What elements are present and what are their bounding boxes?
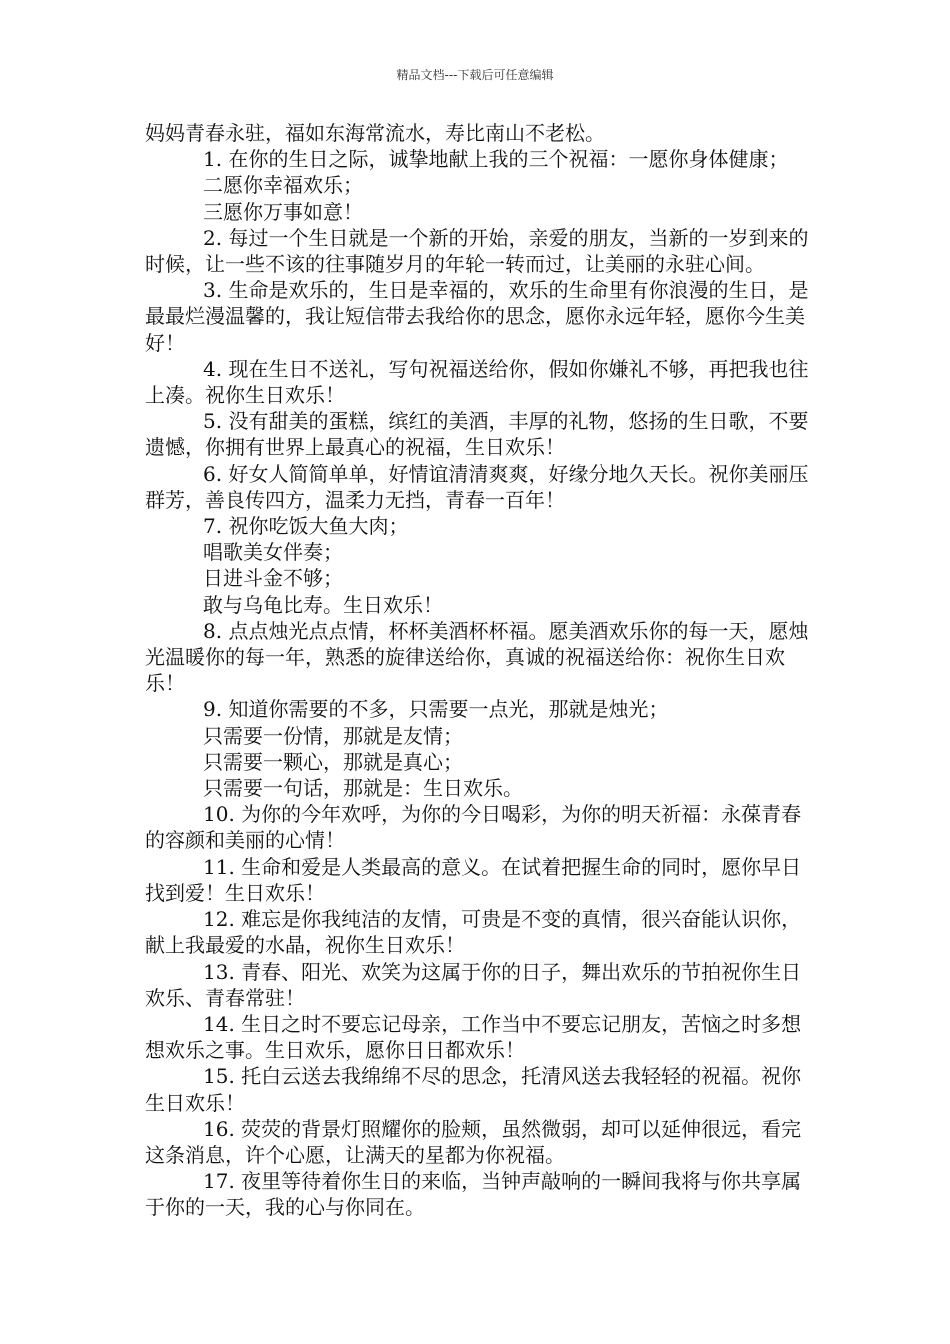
wish-paragraph: 11. 生命和爱是人类最高的意义。在试着把握生命的同时，愿你早日找到爱！生日欢乐！ xyxy=(145,854,802,905)
wish-list xyxy=(145,146,817,1220)
wish-paragraph: 12. 难忘是你我纯洁的友情，可贵是不变的真情，很兴奋能认识你，献上我最爱的水晶，祝你生日欢乐！ xyxy=(145,907,802,958)
wish-paragraph: 1. 在你的生日之际，诚挚地献上我的三个祝福：一愿你身体健康； xyxy=(203,147,789,172)
wish-continuation-line: 只需要一份情，那就是友情； xyxy=(203,723,463,748)
wish-continuation-line: 唱歌美女伴奏； xyxy=(203,540,343,565)
wish-paragraph: 9. 知道你需要的不多，只需要一点光，那就是烛光； xyxy=(203,697,669,722)
wish-continuation-line: 只需要一句话，那就是：生日欢乐。 xyxy=(203,776,523,801)
wish-paragraph: 7. 祝你吃饭大鱼大肉； xyxy=(203,514,409,539)
wish-paragraph: 15. 托白云送去我绵绵不尽的思念，托清风送去我轻轻的祝福。祝你生日欢乐！ xyxy=(145,1064,802,1115)
wish-paragraph: 10. 为你的今年欢呼，为你的今日喝彩，为你的明天祈福：永葆青春的容颜和美丽的心情！ xyxy=(145,802,802,853)
wish-paragraph: 6. 好女人简简单单，好情谊清清爽爽，好缘分地久天长。祝你美丽压群芳，善良传四方，温柔力无挡，青春一百年！ xyxy=(145,461,809,512)
lead-paragraph: 妈妈青春永驻，福如东海常流水，寿比南山不老松。 xyxy=(145,121,605,145)
wish-paragraph: 8. 点点烛光点点情，杯杯美酒杯杯福。愿美酒欢乐你的每一天，愿烛光温暖你的每一年，熟悉的旋律送给你，真诚的祝福送给你：祝你生日欢乐！ xyxy=(145,618,809,696)
wish-continuation-line: 二愿你幸福欢乐； xyxy=(203,173,363,198)
wish-continuation-line: 只需要一颗心，那就是真心； xyxy=(203,749,463,774)
wish-continuation-line: 日进斗金不够； xyxy=(203,566,343,591)
wish-paragraph: 4. 现在生日不送礼，写句祝福送给你，假如你嫌礼不够，再把我也往上凑。祝你生日欢乐！ xyxy=(145,356,809,408)
wish-continuation-line: 敢与乌龟比寿。生日欢乐！ xyxy=(203,592,443,617)
wish-paragraph: 14. 生日之时不要忘记母亲，工作当中不要忘记朋友，苦恼之时多想想欢乐之事。生日欢乐，愿你日日都欢乐！ xyxy=(145,1011,802,1063)
wish-paragraph: 13. 青春、阳光、欢笑为这属于你的日子，舞出欢乐的节拍祝你生日欢乐、青春常驻！ xyxy=(145,959,802,1010)
wish-paragraph: 5. 没有甜美的蛋糕，缤红的美酒，丰厚的礼物，悠扬的生日歌，不要遗憾，你拥有世界上最真心的祝福，生日欢乐！ xyxy=(145,409,809,460)
wish-paragraph: 17. 夜里等待着你生日的来临，当钟声敲响的一瞬间我将与你共享属于你的一天，我的心与你同在。 xyxy=(145,1169,802,1220)
wish-continuation-line: 三愿你万事如意！ xyxy=(203,199,363,224)
wish-paragraph: 3. 生命是欢乐的，生日是幸福的，欢乐的生命里有你浪漫的生日，是最最烂漫温馨的，我让短信带去我给你的思念，愿你永远年轻，愿你今生美好！ xyxy=(145,278,809,355)
document-body xyxy=(145,120,817,1221)
wish-paragraph: 2. 每过一个生日就是一个新的开始，亲爱的朋友，当新的一岁到来的时候，让一些不该的往事随岁月的年轮一转而过，让美丽的永驻心间。 xyxy=(145,225,809,277)
page-header: 精品文档---下载后可任意编辑 xyxy=(396,68,554,82)
wish-paragraph: 16. 荧荧的背景灯照耀你的脸颊，虽然微弱，却可以延伸很远，看完这条消息，许个心愿，让满天的星都为你祝福。 xyxy=(145,1116,802,1167)
